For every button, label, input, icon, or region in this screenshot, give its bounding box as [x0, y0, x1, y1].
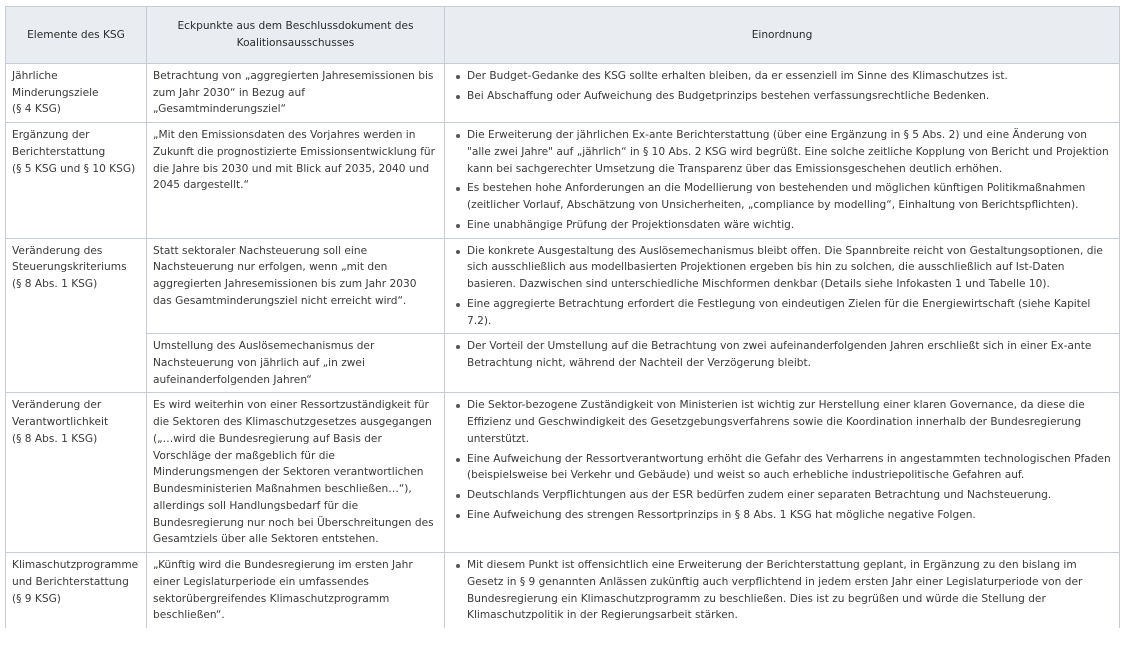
einordnung-list	[451, 68, 1113, 104]
einordnung-list	[451, 338, 1113, 371]
einordnung-cell	[445, 553, 1120, 628]
header-elemente: Elemente des KSG	[6, 7, 147, 64]
einordnung-item: Der Vorteil der Umstellung auf die Betrachtung von zwei aufeinanderfolgenden Jahren erschließt sich in einer Ex-ante Betrachtung nicht, während der Nachteil der Verzögerung bleibt.	[467, 338, 1113, 371]
table-body	[6, 64, 1120, 629]
einordnung-cell	[445, 238, 1120, 334]
table-row	[6, 393, 1120, 553]
einordnung-item: Eine aggregierte Betrachtung erfordert die Festlegung von eindeutigen Zielen für die Energiewirtschaft (siehe Kapitel 7.2).	[467, 296, 1113, 329]
eckpunkt-cell	[147, 393, 445, 553]
table-header	[6, 7, 1120, 64]
einordnung-item: Eine Aufweichung der Ressortverantwortung erhöht die Gefahr des Verharrens in angestammten technologischen Pfaden (beispielsweise bei Verkehr und Gebäude) und weist so auch erhebliche industriepolitische Gefahren auf.	[467, 451, 1113, 484]
header-eckpunkte: Eckpunkte aus dem Beschlussdokument des Koalitionsausschusses	[147, 7, 445, 64]
eckpunkt-text: Betrachtung von „aggregierten Jahresemissionen bis zum Jahr 2030“ in Bezug auf „Gesamtminderungsziel“	[153, 70, 434, 116]
einordnung-item: Der Budget-Gedanke des KSG sollte erhalten bleiben, da er essenziell im Sinne des Klimaschutzes ist.	[467, 68, 1113, 85]
einordnung-item: Eine unabhängige Prüfung der Projektionsdaten wäre wichtig.	[467, 217, 1113, 234]
einordnung-item: Eine Aufweichung des strengen Ressortprinzips in § 8 Abs. 1 KSG hat mögliche negative Folgen.	[467, 507, 1113, 524]
eckpunkt-cell	[147, 334, 445, 393]
einordnung-cell	[445, 123, 1120, 238]
einordnung-item: Mit diesem Punkt ist offensichtlich eine Erweiterung der Berichterstattung geplant, in Ergänzung zu den bislang im Gesetz in § 9 genannten Anlässen zukünftig auch verpflichtend in jedem ersten Jahr einer Legislaturperiode von der Bundesregierung ein Klimaschutzprogramm zu beschließen. Dies ist zu begrüßen und würde die Stellung der Klimaschutzpolitik in der Regierungsarbeit stärken.	[467, 557, 1113, 624]
eckpunkt-cell	[147, 238, 445, 334]
einordnung-item: Deutschlands Verpflichtungen aus der ESR bedürfen zudem einer separaten Betrachtung und Nachsteuerung.	[467, 487, 1113, 504]
element-cell	[6, 238, 147, 393]
eckpunkt-text: Es wird weiterhin von einer Ressortzuständigkeit für die Sektoren des Klimaschutzgesetzes ausgegangen („…wird die Bundesregierung auf Basis der Vorschläge der maßgeblich für die Minderungsmengen der Sektoren verantwortlichen Bundesministerien Maßnahmen beschließen…“), allerdings soll Handlungsbedarf für die Bundesregierung nur noch bei Überschreitungen des Gesamtziels über alle Sektoren entstehen.	[153, 399, 434, 546]
eckpunkt-text: Statt sektoraler Nachsteuerung soll eine Nachsteuerung nur erfolgen, wenn „mit den aggregierten Jahresemissionen bis zum Jahr 2030 das Gesamtminderungsziel nicht erreicht wird“.	[153, 244, 417, 307]
element-cell	[6, 393, 147, 553]
table-row	[6, 553, 1120, 628]
einordnung-item: Die Sektor-bezogene Zuständigkeit von Ministerien ist wichtig zur Herstellung einer klaren Governance, da diese die Effizienz und Geschwindigkeit des Gesetzgebungsverfahrens sowie die Koordination innerhalb der Bundesregierung unterstützt.	[467, 397, 1113, 447]
element-text: Jährliche Minderungsziele (§ 4 KSG)	[12, 70, 99, 116]
einordnung-item: Bei Abschaffung oder Aufweichung des Budgetprinzips bestehen verfassungsrechtliche Bedenken.	[467, 88, 1113, 105]
element-cell	[6, 553, 147, 628]
eckpunkt-text: Umstellung des Auslösemechanismus der Nachsteuerung von jährlich auf „in zwei aufeinanderfolgenden Jahren“	[153, 340, 375, 386]
ksg-comparison-table	[5, 6, 1120, 628]
einordnung-list	[451, 127, 1113, 233]
einordnung-cell	[445, 393, 1120, 553]
eckpunkt-text: „Mit den Emissionsdaten des Vorjahres werden in Zukunft die prognostizierte Emissionsentwicklung für die Jahre bis 2030 und mit Blick auf 2035, 2040 und 2045 dargestellt.“	[153, 129, 435, 192]
eckpunkt-cell	[147, 123, 445, 238]
einordnung-item: Die Erweiterung der jährlichen Ex-ante Berichterstattung (über eine Ergänzung in § 5 Abs. 2) und eine Änderung von "alle zwei Jahre" auf „jährlich“ in § 10 Abs. 2 KSG wird begrüßt. Eine solche zeitliche Kopplung von Bericht und Projektion kann bei sachgerechter Umsetzung die Transparenz über das Emissionsgeschehen deutlich erhöhen.	[467, 127, 1113, 177]
table-row	[6, 64, 1120, 123]
table-row	[6, 123, 1120, 238]
eckpunkt-cell	[147, 553, 445, 628]
table-row	[6, 334, 1120, 393]
element-text: Veränderung der Verantwortlichkeit (§ 8 Abs. 1 KSG)	[12, 399, 109, 445]
element-text: Ergänzung der Berichterstattung (§ 5 KSG und § 10 KSG)	[12, 129, 136, 175]
einordnung-list	[451, 243, 1113, 330]
einordnung-item: Die konkrete Ausgestaltung des Auslösemechanismus bleibt offen. Die Spannbreite reicht von Gestaltungsoptionen, die sich ausschließlich aus modellbasierten Projektionen ergeben bis hin zu solchen, die ausschließlich auf Ist-Daten basieren. Dazwischen sind unterschiedliche Mischformen denkbar (Details siehe Infokasten 1 und Tabelle 10).	[467, 243, 1113, 293]
eckpunkt-cell	[147, 64, 445, 123]
einordnung-item: Es bestehen hohe Anforderungen an die Modellierung von bestehenden und möglichen künftigen Politikmaßnahmen (zeitlicher Vorlauf, Abschätzung von Unsicherheiten, „compliance by modelling“, Einhaltung von Berichtspflichten).	[467, 180, 1113, 213]
table-row	[6, 238, 1120, 334]
eckpunkt-text: „Künftig wird die Bundesregierung im ersten Jahr einer Legislaturperiode ein umfassendes sektorübergreifendes Klimaschutzprogramm beschließen“.	[153, 559, 413, 622]
einordnung-list	[451, 557, 1113, 624]
element-cell	[6, 123, 147, 238]
element-text: Veränderung des Steuerungskriteriums (§ 8 Abs. 1 KSG)	[12, 244, 127, 291]
einordnung-list	[451, 397, 1113, 523]
header-row	[6, 7, 1120, 64]
einordnung-cell	[445, 64, 1120, 123]
header-einordnung: Einordnung	[445, 7, 1120, 64]
element-cell	[6, 64, 147, 123]
element-text: Klimaschutzprogramme und Berichterstattung (§ 9 KSG)	[12, 559, 139, 605]
einordnung-cell	[445, 334, 1120, 393]
